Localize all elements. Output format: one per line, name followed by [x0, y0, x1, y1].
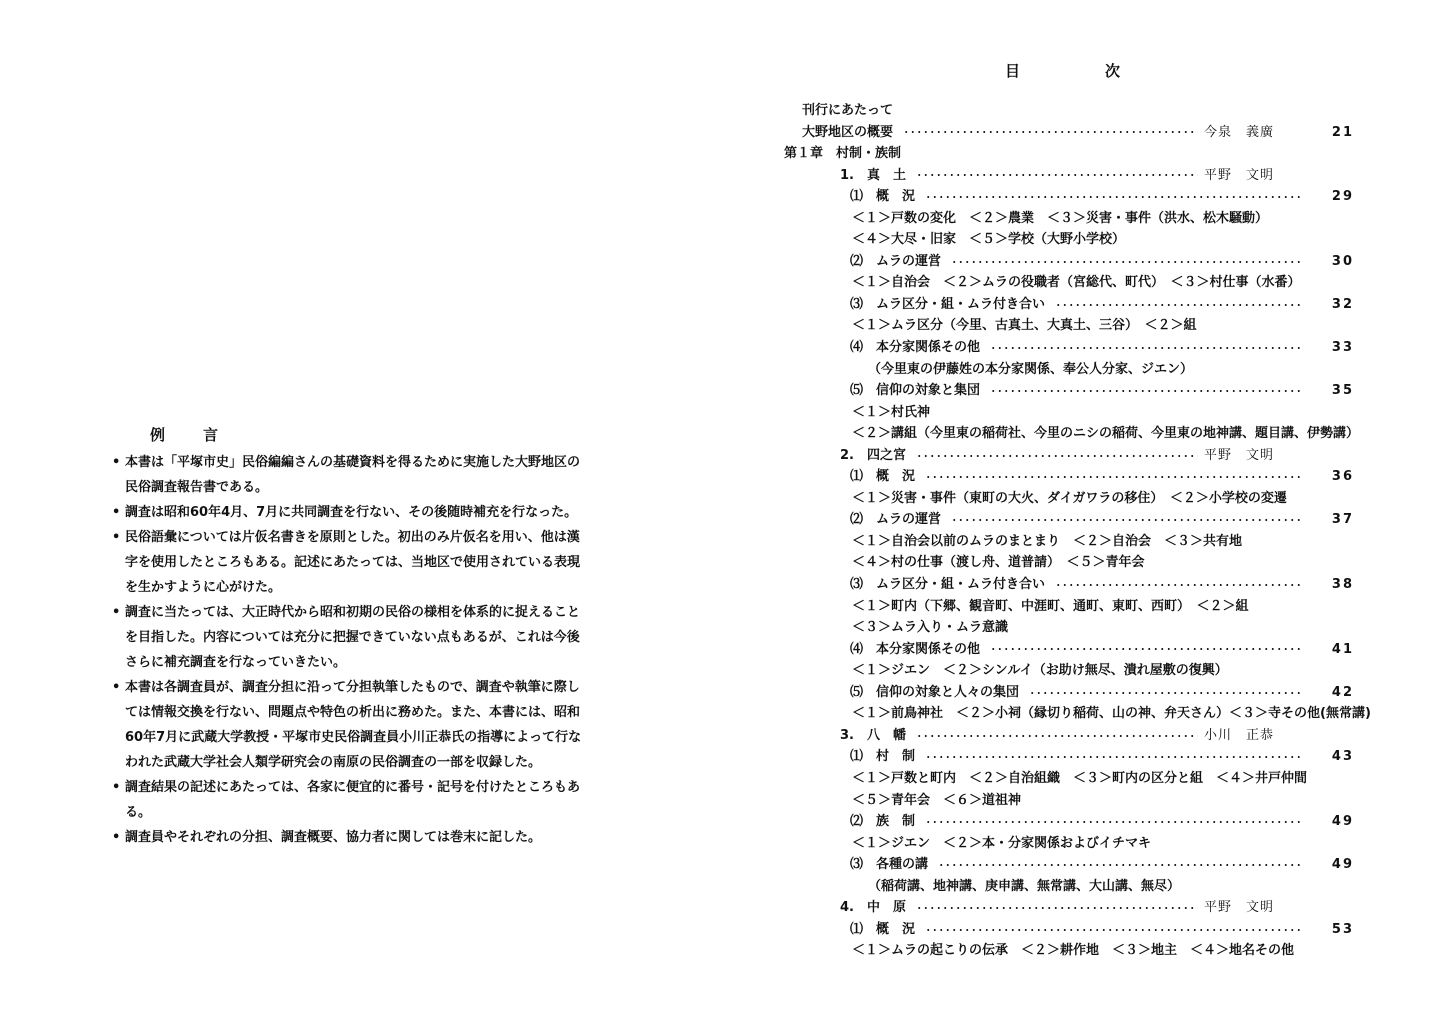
toc-row-label: ＜１＞ジエン ＜２＞シンルイ（お助け無尽、潰れ屋敷の復興） [852, 663, 1228, 679]
toc-row [720, 272, 1440, 294]
hanrei-item-text: 民俗語彙については片仮名書きを原則とした。初出のみ片仮名を用い、他は漢字を使用したところもある。記述にあたっては、当地区で使用されている表現を生かすように心がけた。 [125, 530, 581, 595]
toc-row-author: 今泉 義廣 [1204, 124, 1275, 140]
dot-leader [1055, 584, 1304, 586]
toc-row-page: 36 [1331, 469, 1354, 485]
toc-row-author: 平野 文明 [1204, 167, 1275, 183]
toc-row-page: 33 [1331, 340, 1354, 356]
toc-row [720, 165, 1440, 187]
toc-row-label: ＜１＞戸数の変化 ＜２＞農業 ＜３＞災害・事件（洪水、松木騒動） [852, 210, 1269, 226]
dot-leader [903, 131, 1198, 133]
toc-row-label: ＜１＞町内（下郷、観音町、中涯町、通町、東町、西町） ＜２＞組 [852, 598, 1249, 614]
toc-row-label: ＜１＞戸数と町内 ＜２＞自治組織 ＜３＞町内の区分と組 ＜４＞井戸仲間 [852, 770, 1308, 786]
toc-row-page: 30 [1331, 253, 1354, 269]
toc-row-label: ＜１＞ムラ区分（今里、古真土、大真土、三谷） ＜２＞組 [852, 318, 1197, 334]
dot-leader [990, 390, 1304, 392]
toc-row-author: 平野 文明 [1204, 900, 1275, 916]
hanrei-item-text: 本書は「平塚市史」民俗編編さんの基礎資料を得るために実施した大野地区の民俗調査報告書である。 [125, 455, 581, 495]
toc-row [720, 208, 1440, 230]
toc-row-label: （稲荷講、地神講、庚申講、無常講、大山講、無尽） [868, 878, 1181, 894]
toc-row-page: 32 [1331, 296, 1354, 312]
toc-row-label: ⑶ ムラ区分・組・ムラ付き合い [850, 296, 1046, 312]
toc-row [720, 531, 1440, 553]
toc-title: 目次 [1005, 62, 1206, 80]
toc-row-label: ⑵ ムラの運営 [850, 253, 942, 269]
toc-row-label: 第１章 村制・族制 [784, 146, 902, 162]
toc-row-label: ＜４＞大尽・旧家 ＜５＞学校（大野小学校） [852, 232, 1126, 248]
table-of-contents [720, 100, 1440, 962]
toc-row-label: ⑸ 信仰の対象と人々の集団 [850, 684, 1020, 700]
dot-leader [925, 929, 1304, 931]
toc-row [720, 703, 1440, 725]
hanrei-item-text: 調査結果の記述にあたっては、各家に便宜的に番号・記号を付けたところもある。 [125, 780, 581, 820]
toc-row-label: 2. 四之宮 [840, 447, 906, 463]
toc-row-label: ＜１＞ムラの起こりの伝承 ＜２＞耕作地 ＜３＞地主 ＜４＞地名その他 [852, 943, 1295, 959]
toc-row [720, 811, 1440, 833]
hanrei-item [112, 600, 582, 675]
toc-row [720, 488, 1440, 510]
toc-row [720, 100, 1440, 122]
toc-row-label: ＜１＞災害・事件（東町の大火、ダイガワラの移住） ＜２＞小学校の変遷 [852, 490, 1287, 506]
toc-row-page: 49 [1331, 814, 1354, 830]
toc-row-label: （今里東の伊藤姓の本分家関係、奉公人分家、ジエン） [868, 361, 1194, 377]
toc-row-label: ⑸ 信仰の対象と集団 [850, 383, 981, 399]
toc-row-label: 刊行にあたって [802, 103, 894, 118]
dot-leader [990, 648, 1304, 650]
toc-row [720, 682, 1440, 704]
toc-row [720, 596, 1440, 618]
toc-row [720, 423, 1440, 445]
toc-row [720, 186, 1440, 208]
toc-row-page: 37 [1331, 512, 1354, 528]
toc-row [720, 854, 1440, 876]
toc-row-label: ＜３＞ムラ入り・ムラ意識 [852, 620, 1009, 636]
hanrei-title: 例言 [150, 426, 257, 444]
toc-row-page: 43 [1331, 749, 1354, 765]
toc-row [720, 833, 1440, 855]
toc-row-label: ＜１＞ジエン ＜２＞本・分家関係およびイチマキ [852, 835, 1152, 851]
bullet-icon: • [112, 830, 121, 845]
toc-row [720, 574, 1440, 596]
toc-row-label: 1. 真 土 [840, 167, 906, 183]
toc-row [720, 122, 1440, 144]
hanrei-item [112, 825, 582, 850]
toc-row [720, 509, 1440, 531]
dot-leader [916, 174, 1198, 176]
toc-row [720, 251, 1440, 273]
dot-leader [1029, 692, 1304, 694]
right-page [720, 0, 1440, 1020]
hanrei-list [112, 450, 582, 850]
bullet-icon: • [112, 530, 121, 545]
bullet-icon: • [112, 505, 121, 520]
toc-row-label: ＜１＞前鳥神社 ＜２＞小祠（縁切り稲荷、山の神、弁天さん）＜３＞寺その他(無常講) [852, 706, 1371, 722]
toc-row [720, 725, 1440, 747]
toc-row-label: ＜４＞村の仕事（渡し舟、道普請） ＜５＞青年会 [852, 555, 1145, 571]
toc-row-label: ⑶ 各種の講 [850, 857, 929, 873]
dot-leader [916, 455, 1198, 457]
dot-leader [925, 196, 1304, 198]
toc-row-label: ＜１＞自治会以前のムラのまとまり ＜２＞自治会 ＜３＞共有地 [852, 533, 1243, 549]
dot-leader [925, 756, 1304, 758]
toc-row-label: ＜１＞自治会 ＜２＞ムラの役職者（宮総代、町代） ＜３＞村仕事（水番） [852, 275, 1301, 291]
toc-row-page: 35 [1331, 383, 1354, 399]
toc-row-page: 53 [1331, 921, 1354, 937]
toc-row [720, 337, 1440, 359]
toc-row-label: ⑷ 本分家関係その他 [850, 641, 981, 657]
dot-leader [990, 347, 1304, 349]
bullet-icon: • [112, 780, 121, 795]
dot-leader [916, 907, 1198, 909]
toc-row-page: 29 [1331, 189, 1354, 205]
toc-row [720, 143, 1440, 165]
dot-leader [916, 735, 1198, 737]
toc-row [720, 359, 1440, 381]
toc-row [720, 552, 1440, 574]
toc-row-page: 38 [1331, 577, 1354, 593]
toc-row [720, 445, 1440, 467]
toc-row-label: 4. 中 原 [840, 900, 906, 916]
dot-leader [1055, 304, 1304, 306]
toc-row [720, 466, 1440, 488]
toc-row [720, 746, 1440, 768]
toc-row [720, 940, 1440, 962]
toc-row-label: ＜２＞講組（今里東の稲荷社、今里のニシの稲荷、今里東の地神講、題目講、伊勢講） [852, 426, 1360, 442]
hanrei-item [112, 525, 582, 600]
toc-row-page: 21 [1331, 124, 1354, 140]
toc-row-label: ⑷ 本分家関係その他 [850, 340, 981, 356]
bullet-icon: • [112, 455, 121, 470]
toc-row [720, 639, 1440, 661]
dot-leader [925, 821, 1304, 823]
hanrei-item [112, 450, 582, 500]
toc-row [720, 919, 1440, 941]
toc-row [720, 315, 1440, 337]
toc-row-label: 大野地区の概要 [802, 124, 894, 140]
hanrei-item-text: 調査員やそれぞれの分担、調査概要、協力者に関しては巻末に記した。 [125, 830, 542, 845]
hanrei-item-text: 調査に当たっては、大正時代から昭和初期の民俗の様相を体系的に捉えることを目指した。内容については充分に把握できていない点もあるが、これは今後さらに補充調査を行なっていきたい。 [125, 605, 581, 670]
toc-row-page: 41 [1331, 641, 1354, 657]
toc-row [720, 876, 1440, 898]
toc-row-page: 49 [1331, 857, 1354, 873]
bullet-icon: • [112, 680, 121, 695]
toc-row-label: ⑵ 族 制 [850, 814, 916, 830]
bullet-icon: • [112, 605, 121, 620]
toc-row-page: 42 [1331, 684, 1354, 700]
dot-leader [938, 864, 1304, 866]
hanrei-item [112, 675, 582, 775]
hanrei-item [112, 775, 582, 825]
dot-leader [925, 476, 1304, 478]
toc-row-label: ⑴ 概 況 [850, 189, 916, 205]
toc-row [720, 229, 1440, 251]
toc-row-label: ⑵ ムラの運営 [850, 512, 942, 528]
hanrei-item [112, 500, 582, 525]
toc-row [720, 294, 1440, 316]
hanrei-item-text: 本書は各調査員が、調査分担に沿って分担執筆したもので、調査や執筆に際しては情報交換を行ない、問題点や特色の析出に務めた。また、本書には、昭和60年7月に武蔵大学教授・平塚市史民俗調査員小川正恭氏の指導によって行なわれた武蔵大学社会人類学研究会の南原の民俗調査の一部を収録した。 [125, 680, 582, 770]
toc-row-author: 平野 文明 [1204, 447, 1275, 463]
toc-row [720, 790, 1440, 812]
toc-row [720, 660, 1440, 682]
toc-row-label: ＜５＞青年会 ＜６＞道祖神 [852, 792, 1022, 808]
hanrei-item-text: 調査は昭和60年4月、7月に共同調査を行ない、その後随時補充を行なった。 [125, 505, 578, 520]
toc-row [720, 768, 1440, 790]
toc-row [720, 402, 1440, 424]
toc-row-label: ⑴ 概 況 [850, 921, 916, 937]
dot-leader [951, 519, 1304, 521]
toc-row-label: ⑴ 村 制 [850, 749, 916, 765]
toc-row [720, 897, 1440, 919]
toc-row-label: ＜１＞村氏神 [852, 404, 931, 420]
toc-row [720, 380, 1440, 402]
toc-row-label: ⑴ 概 況 [850, 469, 916, 485]
toc-row-author: 小川 正恭 [1204, 727, 1275, 743]
dot-leader [951, 261, 1304, 263]
toc-row [720, 617, 1440, 639]
toc-row-label: 3. 八 幡 [840, 727, 906, 743]
toc-row-label: ⑶ ムラ区分・組・ムラ付き合い [850, 577, 1046, 593]
